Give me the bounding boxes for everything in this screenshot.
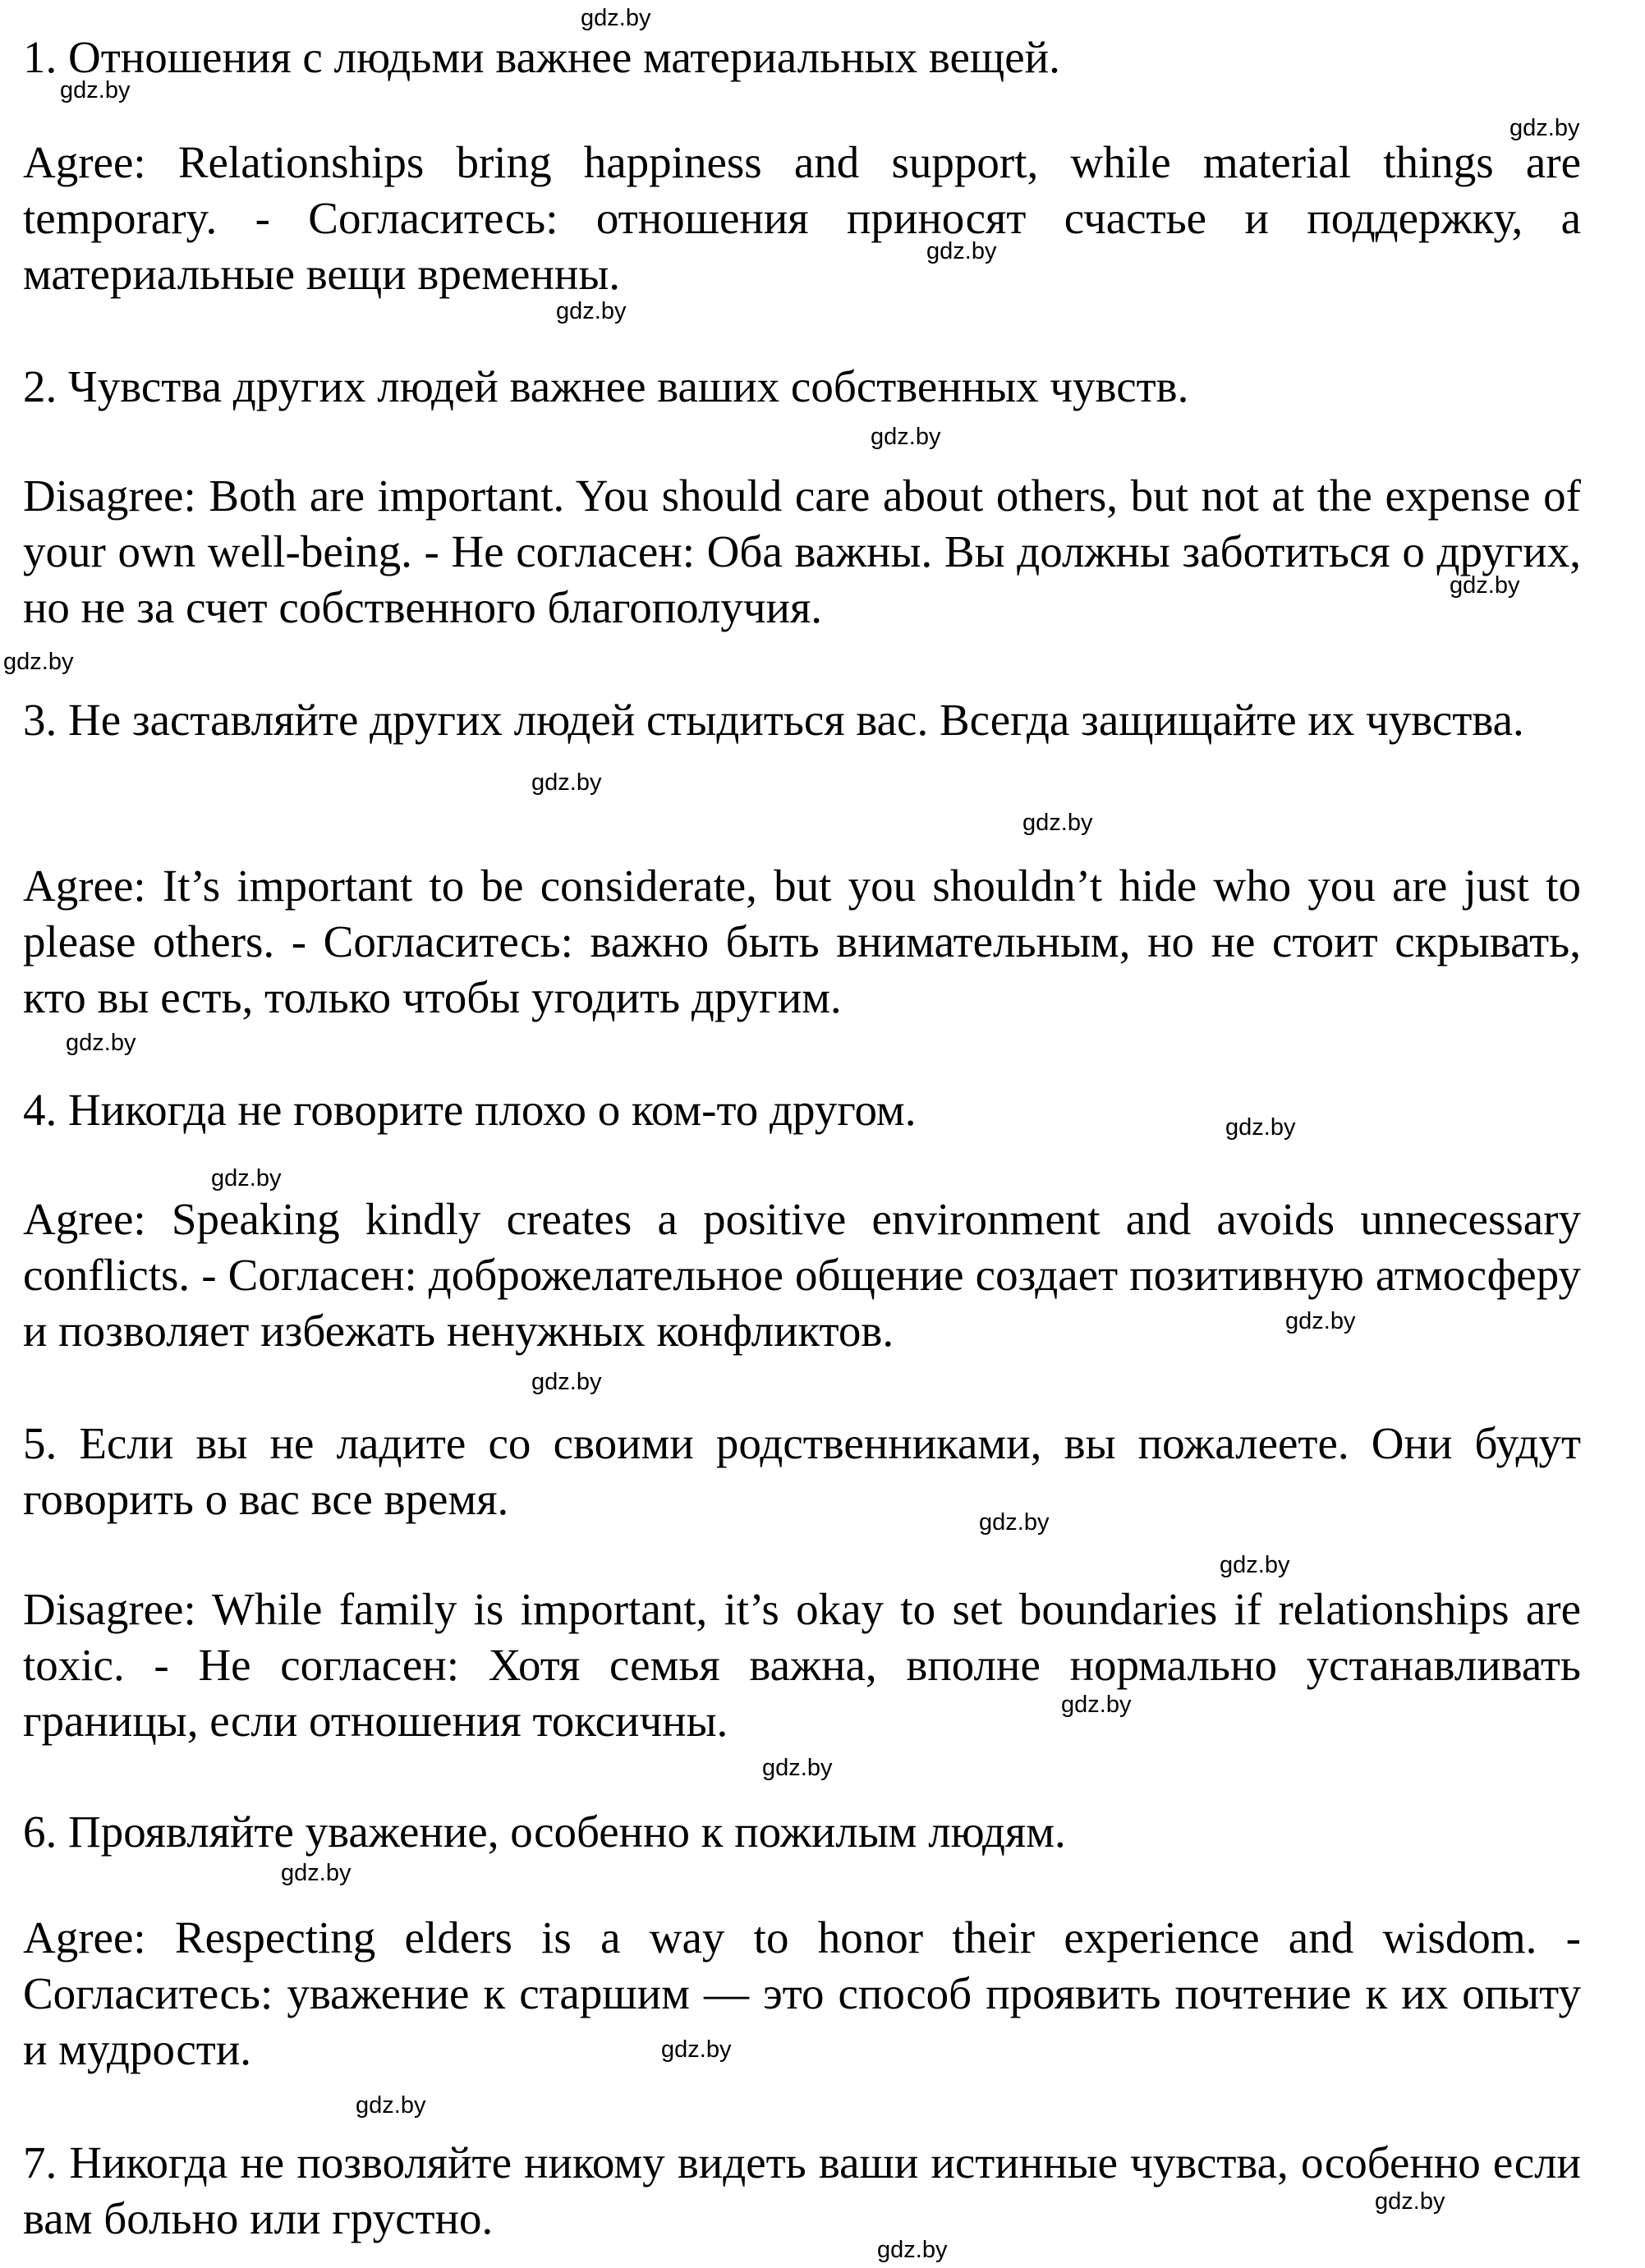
watermark: gdz.by (3, 649, 74, 675)
watermark: gdz.by (281, 1860, 352, 1886)
statement-2: 2. Чувства других людей важнее ваших собственных чувств. (23, 361, 1189, 411)
watermark: gdz.by (531, 1369, 602, 1395)
watermark: gdz.by (1375, 2188, 1445, 2215)
answer-2: Disagree: Both are important. You should care about others, but not at the expense of your own well-being. - Не согласен: Оба важны. Вы должны заботиться о других, но не за счет собственного благополучия. (23, 471, 1581, 632)
statement-5: 5. Если вы не ладите со своими родственниками, вы пожалеете. Они будут говорить о вас все время. (23, 1418, 1581, 1524)
statement-3: 3. Не заставляйте других людей стыдиться вас. Всегда защищайте их чувства. (23, 695, 1524, 745)
answer-4: Agree: Speaking kindly creates a positive environment and avoids unnecessary conflicts. - Согласен: доброжелательное общение создает позитивную атмосферу и позволяет избежать ненужных конфликтов. (23, 1194, 1581, 1356)
watermark: gdz.by (1022, 810, 1093, 836)
watermark: gdz.by (979, 1509, 1050, 1536)
watermark: gdz.by (556, 298, 627, 324)
watermark: gdz.by (1220, 1552, 1290, 1578)
answer-5: Disagree: While family is important, it’s okay to set boundaries if relationships are toxic. - Не согласен: Хотя семья важна, вполне нормально устанавливать границы, если отношения токсичны. (23, 1584, 1581, 1746)
watermark: gdz.by (66, 1030, 136, 1056)
statement-1: 1. Отношения с людьми важнее материальных вещей. (23, 32, 1060, 82)
watermark: gdz.by (661, 2036, 732, 2063)
statement-7: 7. Никогда не позволяйте никому видеть ваши истинные чувства, особенно если вам больно или грустно. (23, 2137, 1581, 2243)
watermark: gdz.by (1285, 1308, 1356, 1334)
answer-1: Agree: Relationships bring happiness and support, while material things are temporary. - Согласитесь: отношения приносят счастье и поддержку, а материальные вещи временны. (23, 137, 1581, 299)
watermark: gdz.by (877, 2237, 948, 2263)
statement-6: 6. Проявляйте уважение, особенно к пожилым людям. (23, 1807, 1066, 1857)
answer-6: Agree: Respecting elders is a way to honor their experience and wisdom. - Согласитесь: уважение к старшим — это способ проявить почтение к их опыту и мудрости. (23, 1912, 1581, 2074)
watermark: gdz.by (60, 77, 131, 103)
watermark: gdz.by (1225, 1114, 1296, 1141)
watermark: gdz.by (762, 1755, 833, 1781)
watermark: gdz.by (581, 5, 651, 31)
watermark: gdz.by (211, 1165, 282, 1191)
watermark: gdz.by (531, 769, 602, 796)
watermark: gdz.by (1450, 572, 1520, 599)
watermark: gdz.by (1509, 115, 1580, 141)
watermark: gdz.by (1061, 1692, 1132, 1718)
watermark: gdz.by (871, 424, 941, 450)
watermark: gdz.by (926, 238, 997, 264)
watermark: gdz.by (356, 2092, 426, 2119)
answer-3: Agree: It’s important to be considerate, but you shouldn’t hide who you are just to please others. - Согласитесь: важно быть внимательным, но не стоит скрывать, кто вы есть, только чтобы угодить другим. (23, 861, 1581, 1022)
statement-4: 4. Никогда не говорите плохо о ком-то другом. (23, 1085, 917, 1135)
